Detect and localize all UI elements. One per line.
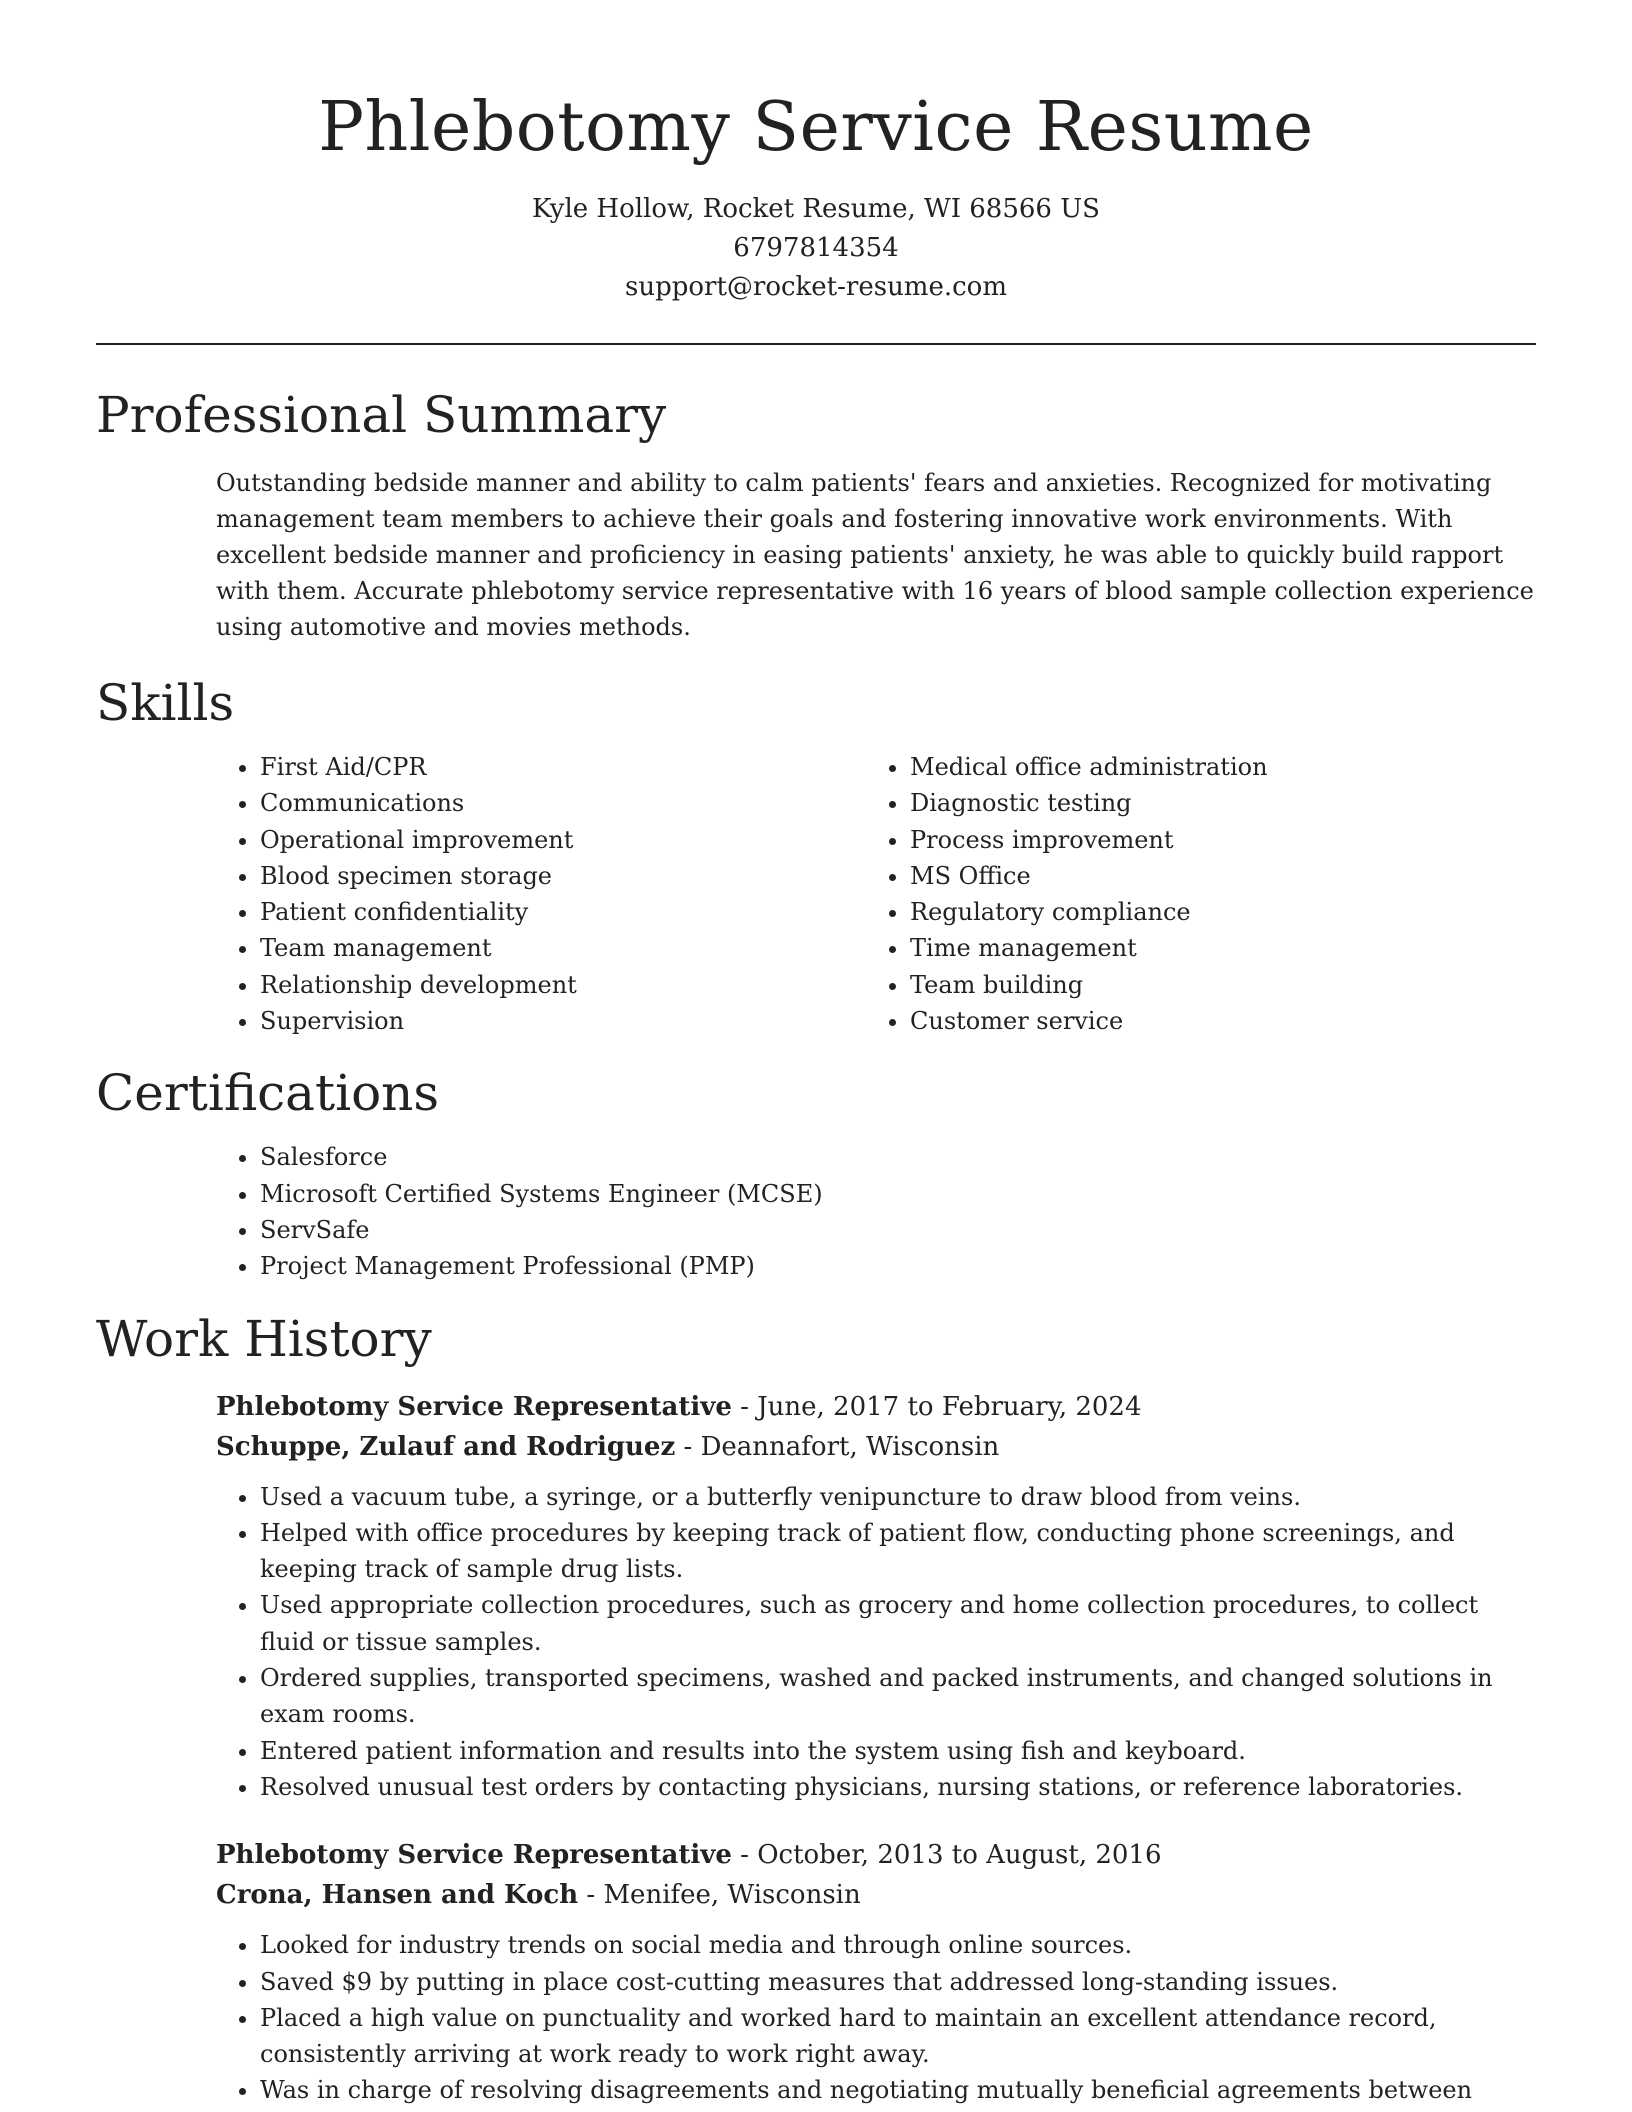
- certification-item: • Salesforce: [260, 1139, 1536, 1175]
- skill-item: • First Aid/CPR: [260, 749, 866, 785]
- certification-item: • Microsoft Certified Systems Engineer (MCSE): [260, 1176, 1536, 1212]
- job-bullets: [216, 1479, 1536, 1806]
- skill-item: • MS Office: [910, 858, 1516, 894]
- summary-heading: Professional Summary: [96, 386, 667, 444]
- work-history-heading: Work History: [96, 1309, 432, 1368]
- contact-email: support@rocket-resume.com: [624, 272, 1007, 302]
- skill-item: • Operational improvement: [260, 822, 866, 858]
- job-bullet: • Was in charge of resolving disagreements and negotiating mutually beneficial agreements between: [260, 2072, 1536, 2108]
- skill-item: • Medical office administration: [910, 749, 1516, 785]
- job-entry: [216, 1835, 1536, 2108]
- header-divider: [96, 343, 1536, 345]
- skill-item: • Relationship development: [260, 967, 866, 1003]
- certifications-heading: Certifications: [96, 1064, 440, 1123]
- certifications-list: [216, 1139, 1536, 1284]
- skill-item: • Blood specimen storage: [260, 858, 866, 894]
- skills-columns: [216, 749, 1536, 1039]
- skills-heading: Skills: [96, 674, 235, 732]
- job-bullet: • Saved $9 by putting in place cost-cutting measures that addressed long-standing issues.: [260, 1964, 1536, 2000]
- job-bullet: • Used appropriate collection procedures, such as grocery and home collection procedures, to collect fluid or tissue samples.: [260, 1587, 1536, 1660]
- job-bullet: • Placed a high value on punctuality and worked hard to maintain an excellent attendance record, consistently arriving at work ready to work right away.: [260, 2000, 1536, 2073]
- job-company: Schuppe, Zulauf and Rodriguez: [216, 1431, 676, 1462]
- job-dates: - June, 2017 to February, 2024: [731, 1391, 1142, 1422]
- skills-list-right: [866, 749, 1516, 1039]
- skill-item: • Regulatory compliance: [910, 894, 1516, 930]
- job-location: - Menifee, Wisconsin: [578, 1880, 861, 1911]
- job-role: Phlebotomy Service Representative: [216, 1391, 732, 1422]
- certification-item: • ServSafe: [260, 1212, 1536, 1248]
- job-bullet: • Ordered supplies, transported specimens, washed and packed instruments, and changed solutions in exam rooms.: [260, 1660, 1536, 1733]
- job-bullet: • Used a vacuum tube, a syringe, or a butterfly venipuncture to draw blood from veins.: [260, 1479, 1536, 1515]
- skill-item: • Patient confidentiality: [260, 894, 866, 930]
- resume-title: Phlebotomy Service Resume: [318, 88, 1314, 167]
- job-role: Phlebotomy Service Representative: [216, 1840, 732, 1871]
- job-company-line: [216, 1427, 1536, 1467]
- job-bullet: • Resolved unusual test orders by contacting physicians, nursing stations, or reference laboratories.: [260, 1769, 1536, 1805]
- contact-phone: 6797814354: [733, 233, 899, 263]
- skill-item: • Supervision: [260, 1003, 866, 1039]
- contact-block: [96, 190, 1536, 307]
- resume-page: [96, 0, 1536, 2112]
- skill-item: • Diagnostic testing: [910, 785, 1516, 821]
- job-bullet: • Helped with office procedures by keeping track of patient flow, conducting phone screenings, and keeping track of sample drug lists.: [260, 1515, 1536, 1588]
- skills-list-left: [216, 749, 866, 1039]
- job-company: Crona, Hansen and Koch: [216, 1880, 579, 1911]
- skill-item: • Process improvement: [910, 822, 1516, 858]
- job-entry: [216, 1387, 1536, 1806]
- summary-text: Outstanding bedside manner and ability to calm patients' fears and anxieties. Recognized for motivating management team members to achieve their goals and fostering innovative work environments. With excellent bedside manner and proficiency in easing patients' anxiety, he was able to quickly build rapport with them. Accurate phlebotomy service representative with 16 years of blood sample collection experience using automotive and movies methods.: [216, 469, 1534, 641]
- contact-address: Kyle Hollow, Rocket Resume, WI 68566 US: [532, 194, 1100, 224]
- skill-item: • Customer service: [910, 1003, 1516, 1039]
- skill-item: • Time management: [910, 930, 1516, 966]
- job-company-line: [216, 1875, 1536, 1915]
- skill-item: • Team management: [260, 930, 866, 966]
- job-title-line: [216, 1835, 1536, 1875]
- job-bullet: • Entered patient information and results into the system using fish and keyboard.: [260, 1733, 1536, 1769]
- job-title-line: [216, 1387, 1536, 1427]
- job-bullet: • Looked for industry trends on social media and through online sources.: [260, 1927, 1536, 1963]
- resume-header: [96, 0, 1536, 307]
- skill-item: • Team building: [910, 967, 1516, 1003]
- skill-item: • Communications: [260, 785, 866, 821]
- job-dates: - October, 2013 to August, 2016: [731, 1840, 1162, 1871]
- certification-item: • Project Management Professional (PMP): [260, 1248, 1536, 1284]
- job-location: - Deannafort, Wisconsin: [675, 1431, 1000, 1462]
- job-bullets: [216, 1927, 1536, 2108]
